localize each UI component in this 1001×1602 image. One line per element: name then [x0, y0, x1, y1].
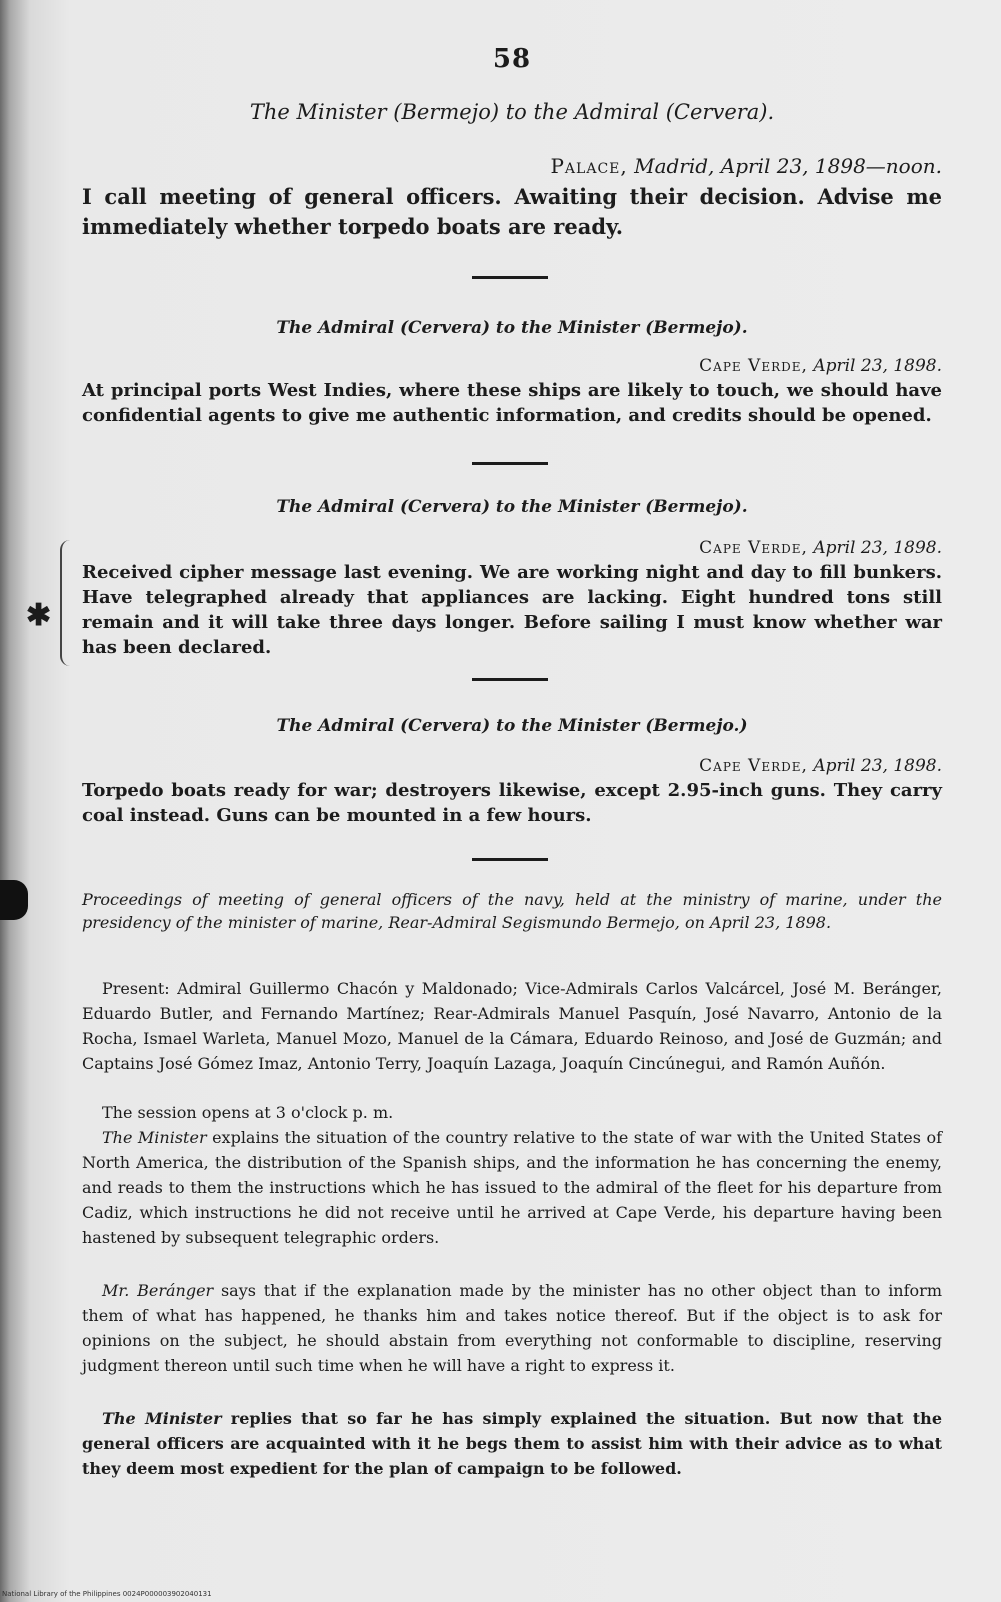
margin-bracket-annotation — [60, 540, 74, 666]
speaker: Mr. Beránger — [102, 1281, 214, 1300]
section-divider — [472, 462, 548, 465]
section-heading: The Admiral (Cervera) to the Minister (Bermejo). — [276, 497, 748, 517]
section-divider — [472, 276, 548, 279]
telegram-text: I call meeting of general officers. Awaiting their decision. Advise me immediately whether torpedo boats are ready. — [82, 184, 942, 239]
dateline-place: Cape Verde, — [699, 538, 808, 558]
section-heading: The Minister (Bermejo) to the Admiral (Cervera). — [249, 100, 775, 124]
dateline-date: April 23, 1898. — [813, 756, 942, 776]
section-heading: The Admiral (Cervera) to the Minister (Bermejo.) — [276, 716, 748, 736]
paragraph-text: explains the situation of the country relative to the state of war with the United States of North America, the distribution of the Spanish ships, and the information he has concerning the enemy, and reads to them the instructions which he has issued to the admiral of the fleet for his departure from Cadiz, which instructions he did not receive until he arrived at Cape Verde, his departure having been hastened by subsequent telegraphic orders. — [82, 1128, 942, 1247]
telegram-text: Torpedo boats ready for war; destroyers likewise, except 2.95-inch guns. They carry coal instead. Guns can be mounted in a few hours. — [82, 780, 942, 826]
session-open: The session opens at 3 o'clock p. m. — [102, 1103, 394, 1122]
proceedings-title: Proceedings of meeting of general officers of the navy, held at the ministry of marine, under the presidency of the minister of marine, Rear-Admiral Segismundo Bermejo, on April 23, 1898. — [82, 890, 942, 932]
dateline-date: Madrid, April 23, 1898—noon. — [634, 154, 942, 178]
speaker: The Minister — [102, 1128, 207, 1147]
telegram-text: At principal ports West Indies, where these ships are likely to touch, we should have confidential agents to give me authentic information, and credits should be opened. — [82, 380, 942, 426]
telegram-text: Received cipher message last evening. We are working night and day to fill bunkers. Have telegraphed already that appliances are lacking. Eight hundred tons still remain and it will take three days longer. Before sailing I must know whether war has been declared. — [82, 562, 942, 658]
dateline — [699, 356, 942, 376]
dateline-place: Cape Verde, — [699, 756, 808, 776]
section-heading: The Admiral (Cervera) to the Minister (Bermejo). — [276, 318, 748, 338]
margin-asterisk-annotation: ✱ — [26, 598, 52, 633]
speaker: The Minister — [102, 1409, 222, 1428]
minister-paragraph — [82, 1125, 942, 1250]
dateline-date: April 23, 1898. — [813, 356, 942, 376]
paragraph-text: replies that so far he has simply explained the situation. But now that the general officers are acquainted with it he begs them to assist him with their advice as to what they deem most expedient for the plan of campaign to be followed. — [82, 1409, 942, 1478]
binding-mark — [0, 880, 28, 920]
library-footer: National Library of the Philippines 0024P000003902040131 — [2, 1590, 212, 1598]
present-list: Present: Admiral Guillermo Chacón y Maldonado; Vice-Admirals Carlos Valcárcel, José M. Beránger, Eduardo Butler, and Fernando Martínez; Rear-Admirals Manuel Pasquín, José Navarro, Antonio de la Rocha, Ismael Warleta, Manuel Mozo, Manuel de la Cámara, Eduardo Reinoso, and José de Guzmán; and Captains José Gómez Imaz, Antonio Terry, Joaquín Lazaga, Joaquín Cincúnegui, and Ramón Auñón. — [82, 979, 942, 1073]
section-divider — [472, 858, 548, 861]
dateline — [699, 756, 942, 776]
dateline-place: Cape Verde, — [699, 356, 808, 376]
beranger-paragraph — [82, 1278, 942, 1378]
minister-reply-paragraph — [82, 1406, 942, 1481]
paragraph-text: says that if the explanation made by the minister has no other object than to inform them of what has happened, he thanks him and takes notice thereof. But if the object is to ask for opinions on the subject, he should abstain from everything not conformable to discipline, reserving judgment thereon until such time when he will have a right to express it. — [82, 1281, 942, 1375]
dateline-date: April 23, 1898. — [813, 538, 942, 558]
dateline — [699, 538, 942, 558]
page-number: 58 — [492, 44, 532, 74]
dateline — [550, 154, 942, 178]
section-divider — [472, 678, 548, 681]
dateline-place: Palace, — [550, 154, 628, 178]
